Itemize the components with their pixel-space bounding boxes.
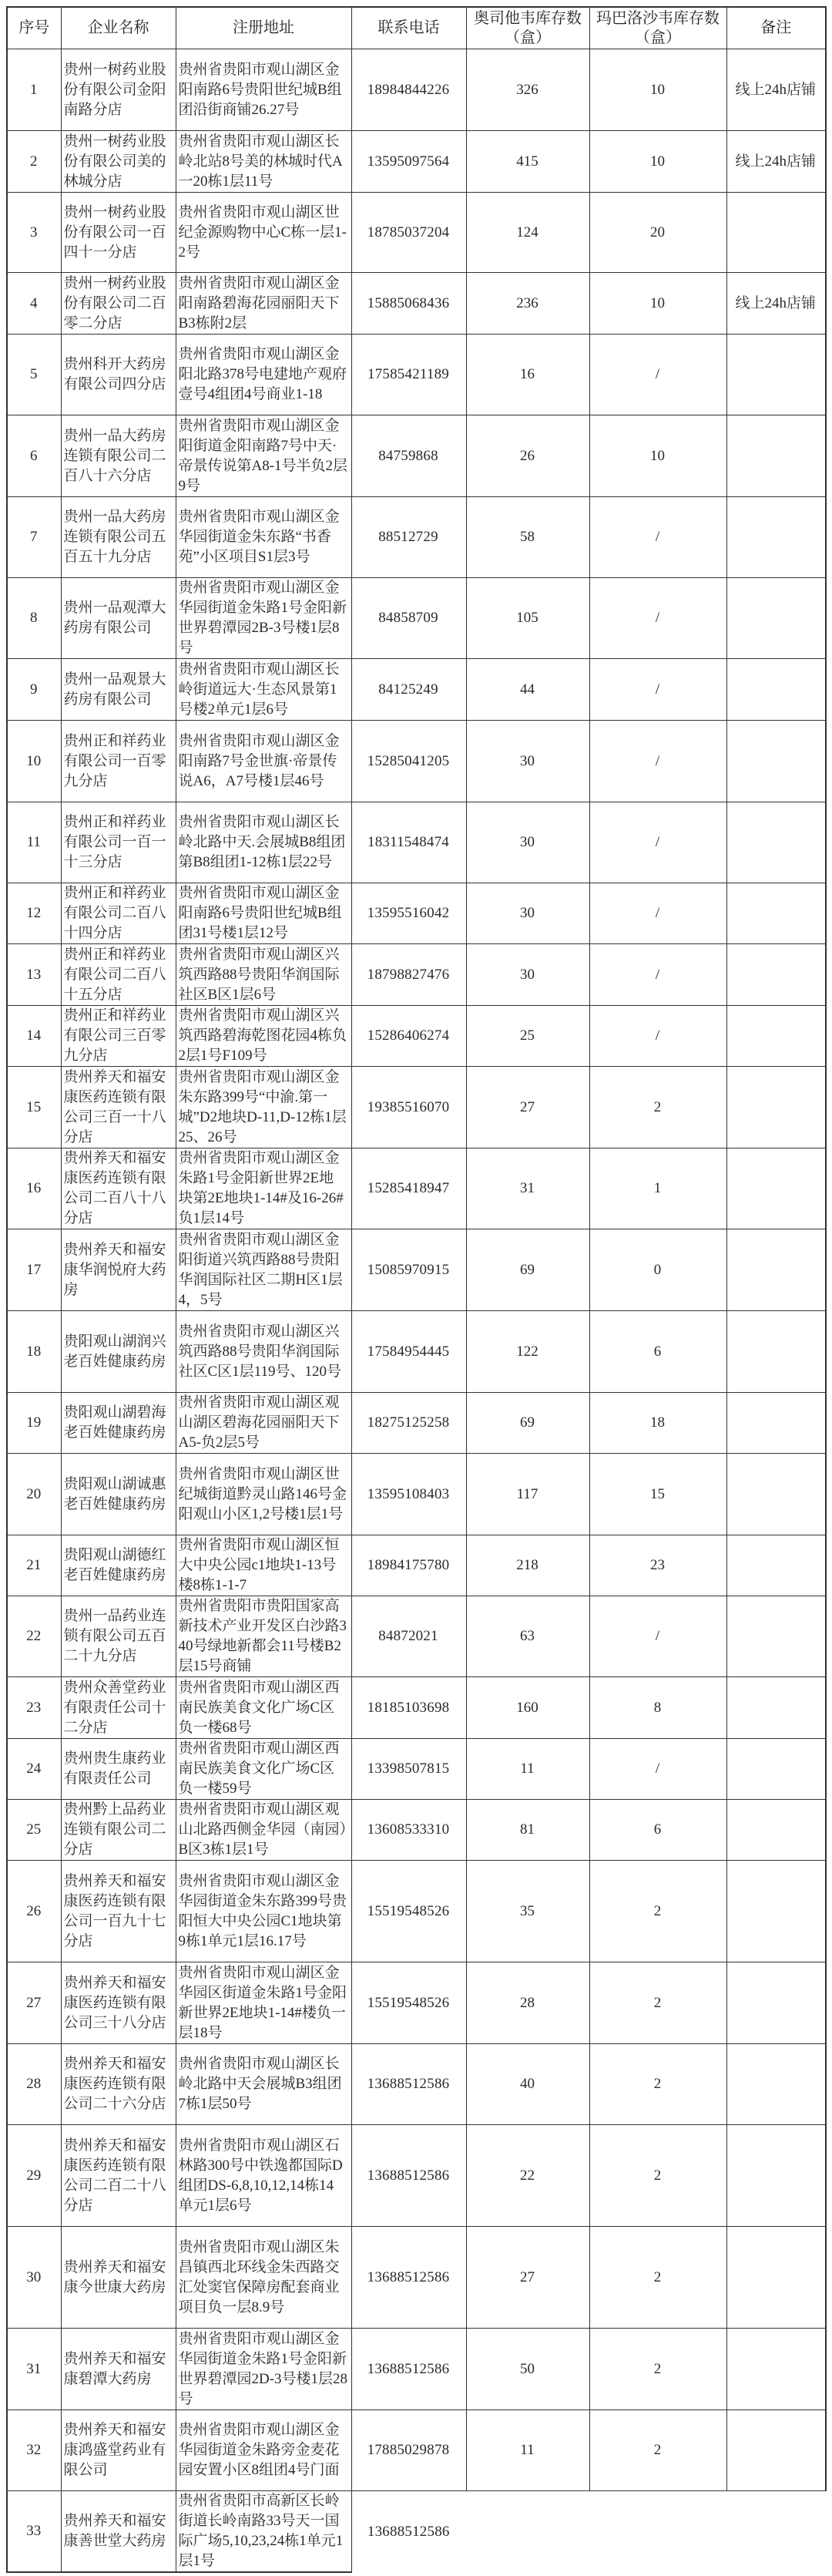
pharmacy-inventory-table (6, 6, 827, 2573)
cell-oseltamivir-stock: 415 (466, 131, 589, 193)
cell-remark (726, 659, 826, 721)
cell-oseltamivir-stock: 69 (466, 1393, 589, 1454)
cell-oseltamivir-stock: 160 (466, 1677, 589, 1739)
cell-phone: 13595097564 (351, 131, 466, 193)
cell-address: 贵州省贵阳市观山湖区兴筑西路88号贵阳华润国际社区C区1层119号、120号 (176, 1311, 351, 1393)
cell-phone: 88512729 (351, 497, 466, 578)
cell-oseltamivir-stock: 105 (466, 578, 589, 659)
cell-company-name: 贵州养天和福安康华润悦府大药房 (61, 1229, 176, 1311)
cell-baloxavir-stock: / (589, 721, 726, 802)
cell-company-name: 贵州养天和福安康医药连锁有限公司二百八十八分店 (61, 1148, 176, 1229)
cell-address: 贵州省贵阳市观山湖区石林路300号中铁逸都国际D组团DS-6,8,10,12,14栋14单元1层6号 (176, 2125, 351, 2227)
cell-baloxavir-stock: / (589, 659, 726, 721)
cell-index: 24 (7, 1739, 61, 1800)
table-row (7, 1454, 826, 1535)
table-row (7, 1800, 826, 1861)
cell-baloxavir-stock: 2 (589, 1067, 726, 1148)
cell-company-name: 贵阳观山湖碧海老百姓健康药房 (61, 1393, 176, 1454)
cell-baloxavir-stock: 2 (589, 1962, 726, 2044)
cell-remark (726, 802, 826, 883)
cell-baloxavir-stock: 2 (589, 2125, 726, 2227)
cell-address: 贵州省贵阳市观山湖区世纪金源购物中心C栋一层1-2号 (176, 193, 351, 273)
cell-company-name: 贵州正和祥药业有限公司一百零九分店 (61, 721, 176, 802)
cell-phone: 13595108403 (351, 1454, 466, 1535)
table-row (7, 49, 826, 131)
cell-address: 贵州省贵阳市观山湖区世纪城街道黔灵山路146号金阳观山小区1,2号楼1层1号 (176, 1454, 351, 1535)
cell-oseltamivir-stock (466, 2491, 589, 2573)
cell-baloxavir-stock: 23 (589, 1535, 726, 1596)
cell-remark (726, 721, 826, 802)
cell-remark (726, 1006, 826, 1067)
cell-oseltamivir-stock: 236 (466, 273, 589, 335)
table-row (7, 1148, 826, 1229)
cell-baloxavir-stock: / (589, 883, 726, 944)
cell-address: 贵州省贵阳市观山湖区金华园街道金朱路1号金阳新世界碧潭园2B-3号楼1层8号 (176, 578, 351, 659)
cell-remark: 线上24h店铺 (726, 49, 826, 131)
cell-phone: 18984844226 (351, 49, 466, 131)
cell-oseltamivir-stock: 11 (466, 1739, 589, 1800)
cell-index: 32 (7, 2410, 61, 2491)
cell-remark (726, 1311, 826, 1393)
cell-index: 2 (7, 131, 61, 193)
cell-index: 20 (7, 1454, 61, 1535)
table-row (7, 1677, 826, 1739)
cell-phone: 13398507815 (351, 1739, 466, 1800)
cell-oseltamivir-stock: 58 (466, 497, 589, 578)
cell-company-name: 贵州一树药业股份有限公司金阳南路分店 (61, 49, 176, 131)
cell-remark (726, 415, 826, 497)
cell-index: 33 (7, 2491, 61, 2573)
cell-oseltamivir-stock: 22 (466, 2125, 589, 2227)
cell-remark (726, 1535, 826, 1596)
cell-address: 贵州省贵阳市观山湖区金华园街道金朱东路“书香苑”小区项目S1层3号 (176, 497, 351, 578)
header-phone: 联系电话 (351, 7, 466, 49)
cell-phone: 13688512586 (351, 2329, 466, 2410)
cell-baloxavir-stock: 6 (589, 1311, 726, 1393)
cell-company-name: 贵州养天和福安康善世堂大药房 (61, 2491, 176, 2573)
table-row (7, 659, 826, 721)
cell-remark (726, 883, 826, 944)
header-address: 注册地址 (176, 7, 351, 49)
cell-oseltamivir-stock: 63 (466, 1596, 589, 1677)
cell-phone: 19385516070 (351, 1067, 466, 1148)
cell-oseltamivir-stock: 326 (466, 49, 589, 131)
table-row (7, 1067, 826, 1148)
cell-phone: 13688512586 (351, 2044, 466, 2125)
cell-index: 30 (7, 2227, 61, 2329)
table-row (7, 944, 826, 1006)
cell-index: 13 (7, 944, 61, 1006)
cell-remark (726, 1454, 826, 1535)
cell-index: 28 (7, 2044, 61, 2125)
table-row (7, 193, 826, 273)
cell-oseltamivir-stock: 30 (466, 721, 589, 802)
cell-phone: 17584954445 (351, 1311, 466, 1393)
cell-remark (726, 2044, 826, 2125)
cell-remark (726, 944, 826, 1006)
cell-index: 3 (7, 193, 61, 273)
table-row (7, 802, 826, 883)
cell-phone: 18185103698 (351, 1677, 466, 1739)
cell-baloxavir-stock (589, 2491, 726, 2573)
cell-index: 15 (7, 1067, 61, 1148)
cell-company-name: 贵州养天和福安康医药连锁有限公司三百一十八分店 (61, 1067, 176, 1148)
cell-remark (726, 1596, 826, 1677)
cell-company-name: 贵州养天和福安康医药连锁有限公司二百二十八分店 (61, 2125, 176, 2227)
header-index: 序号 (7, 7, 61, 49)
cell-oseltamivir-stock: 124 (466, 193, 589, 273)
cell-company-name: 贵阳观山湖德红老百姓健康药房 (61, 1535, 176, 1596)
table-header (7, 7, 826, 49)
cell-remark (726, 1677, 826, 1739)
cell-company-name: 贵州养天和福安康碧潭大药房 (61, 2329, 176, 2410)
cell-remark (726, 335, 826, 415)
cell-index: 29 (7, 2125, 61, 2227)
cell-address: 贵州省贵阳市观山湖区金阳街道金阳南路7号中天·帝景传说第A8-1号半负2层9号 (176, 415, 351, 497)
table-row (7, 883, 826, 944)
cell-phone: 18275125258 (351, 1393, 466, 1454)
cell-address: 贵州省贵阳市观山湖区长岭北站8号美的林城时代A一20栋1层11号 (176, 131, 351, 193)
cell-remark: 线上24h店铺 (726, 273, 826, 335)
cell-index: 10 (7, 721, 61, 802)
cell-company-name: 贵州一品大药房连锁有限公司五百五十九分店 (61, 497, 176, 578)
cell-company-name: 贵州正和祥药业有限公司二百八十五分店 (61, 944, 176, 1006)
table-row (7, 721, 826, 802)
table-row (7, 1006, 826, 1067)
cell-oseltamivir-stock: 44 (466, 659, 589, 721)
cell-index: 14 (7, 1006, 61, 1067)
header-row (7, 7, 826, 49)
cell-index: 7 (7, 497, 61, 578)
cell-remark (726, 578, 826, 659)
cell-phone: 84125249 (351, 659, 466, 721)
cell-index: 27 (7, 1962, 61, 2044)
cell-oseltamivir-stock: 122 (466, 1311, 589, 1393)
cell-baloxavir-stock: 1 (589, 1148, 726, 1229)
cell-baloxavir-stock: 8 (589, 1677, 726, 1739)
cell-oseltamivir-stock: 30 (466, 802, 589, 883)
cell-address: 贵州省贵阳市观山湖区金华园街道金朱路旁金麦花园安置小区8组团4号门面 (176, 2410, 351, 2491)
cell-phone: 18311548474 (351, 802, 466, 883)
cell-baloxavir-stock: / (589, 578, 726, 659)
table-row (7, 131, 826, 193)
cell-address: 贵州省贵阳市观山湖区长岭北路中天会展城B3组团7栋1层50号 (176, 2044, 351, 2125)
cell-company-name: 贵阳观山湖润兴老百姓健康药房 (61, 1311, 176, 1393)
cell-company-name: 贵州养天和福安康鸿盛堂药业有限公司 (61, 2410, 176, 2491)
cell-baloxavir-stock: 20 (589, 193, 726, 273)
cell-company-name: 贵州一品大药房连锁有限公司二百八十六分店 (61, 415, 176, 497)
table-row (7, 1393, 826, 1454)
cell-phone: 84858709 (351, 578, 466, 659)
cell-company-name: 贵州养天和福安康今世康大药房 (61, 2227, 176, 2329)
cell-company-name: 贵州一树药业股份有限公司二百零二分店 (61, 273, 176, 335)
cell-phone: 15885068436 (351, 273, 466, 335)
cell-phone: 18798827476 (351, 944, 466, 1006)
table-row (7, 1535, 826, 1596)
cell-address: 贵州省贵阳市观山湖区长岭街道远大·生态风景第1号楼2单元1层6号 (176, 659, 351, 721)
cell-phone: 84759868 (351, 415, 466, 497)
cell-index: 26 (7, 1861, 61, 1962)
table-row (7, 2329, 826, 2410)
cell-address: 贵州省贵阳市观山湖区朱昌镇西北环线金朱西路交汇处窦官保障房配套商业项目负一层8.9号 (176, 2227, 351, 2329)
cell-remark (726, 1800, 826, 1861)
cell-baloxavir-stock: / (589, 802, 726, 883)
cell-oseltamivir-stock: 16 (466, 335, 589, 415)
cell-baloxavir-stock: 10 (589, 131, 726, 193)
cell-address: 贵州省贵阳市观山湖区兴筑西路88号贵阳华润国际社区B区1层6号 (176, 944, 351, 1006)
cell-oseltamivir-stock: 26 (466, 415, 589, 497)
cell-baloxavir-stock: 2 (589, 2227, 726, 2329)
cell-phone: 84872021 (351, 1596, 466, 1677)
cell-phone: 17885029878 (351, 2410, 466, 2491)
cell-baloxavir-stock: 10 (589, 415, 726, 497)
cell-index: 17 (7, 1229, 61, 1311)
cell-address: 贵州省贵阳市观山湖区金阳北路378号电建地产观府壹号4组团4号商业1-18 (176, 335, 351, 415)
header-baloxavir-stock: 玛巴洛沙韦库存数（盒） (589, 7, 726, 49)
cell-baloxavir-stock: 2 (589, 2044, 726, 2125)
cell-company-name: 贵州科开大药房有限公司四分店 (61, 335, 176, 415)
cell-address: 贵州省贵阳市观山湖区金朱东路399号“中渝.第一城”D2地块D-11,D-12栋1层25、26号 (176, 1067, 351, 1148)
cell-remark (726, 2125, 826, 2227)
cell-company-name: 贵州一品观景大药房有限公司 (61, 659, 176, 721)
cell-company-name: 贵州一品药业连锁有限公司五百二十九分店 (61, 1596, 176, 1677)
cell-remark (726, 2227, 826, 2329)
cell-phone: 13688512586 (351, 2125, 466, 2227)
cell-remark (726, 497, 826, 578)
cell-company-name: 贵州正和祥药业有限公司三百零九分店 (61, 1006, 176, 1067)
cell-company-name: 贵州养天和福安康医药连锁有限公司二十六分店 (61, 2044, 176, 2125)
cell-phone: 17585421189 (351, 335, 466, 415)
cell-index: 21 (7, 1535, 61, 1596)
cell-phone: 15085970915 (351, 1229, 466, 1311)
cell-company-name: 贵州养天和福安康医药连锁有限公司三十八分店 (61, 1962, 176, 2044)
cell-oseltamivir-stock: 31 (466, 1148, 589, 1229)
cell-phone: 15286406274 (351, 1006, 466, 1067)
cell-address: 贵州省贵阳市观山湖区金阳街道兴筑西路88号贵阳华润国际社区二期H区1层4，5号 (176, 1229, 351, 1311)
cell-index: 1 (7, 49, 61, 131)
cell-index: 22 (7, 1596, 61, 1677)
cell-address: 贵州省贵阳市观山湖区金阳南路6号贵阳世纪城B组团沿街商铺26.27号 (176, 49, 351, 131)
cell-oseltamivir-stock: 35 (466, 1861, 589, 1962)
cell-address: 贵州省贵阳市观山湖区金阳南路碧海花园丽阳天下B3栋附2层 (176, 273, 351, 335)
cell-index: 8 (7, 578, 61, 659)
cell-remark (726, 1229, 826, 1311)
cell-baloxavir-stock: / (589, 1596, 726, 1677)
cell-company-name: 贵州黔上品药业连锁有限公司二分店 (61, 1800, 176, 1861)
cell-baloxavir-stock: 15 (589, 1454, 726, 1535)
table-row (7, 578, 826, 659)
cell-address: 贵州省贵阳市观山湖区金华园区街道金朱路1号金阳新世界2E地块1-14#楼负一层18号 (176, 1962, 351, 2044)
cell-baloxavir-stock: / (589, 1006, 726, 1067)
cell-address: 贵州省贵阳市观山湖区金华园街道金朱路1号金阳新世界碧潭园2D-3号楼1层28号 (176, 2329, 351, 2410)
cell-remark (726, 2491, 826, 2573)
cell-oseltamivir-stock: 30 (466, 944, 589, 1006)
cell-company-name: 贵州正和祥药业有限公司一百一十三分店 (61, 802, 176, 883)
cell-remark (726, 1067, 826, 1148)
cell-address: 贵州省贵阳市高新区长岭街道长岭南路33号天一国际广场5,10,23,24栋1单元1层1号 (176, 2491, 351, 2573)
cell-company-name: 贵州一品观潭大药房有限公司 (61, 578, 176, 659)
cell-address: 贵州省贵阳市观山湖区金朱路1号金阳新世界2E地块第2E地块1-14#及16-26#负1层14号 (176, 1148, 351, 1229)
cell-baloxavir-stock: 2 (589, 1861, 726, 1962)
cell-oseltamivir-stock: 30 (466, 883, 589, 944)
cell-phone: 13688512586 (351, 2227, 466, 2329)
cell-index: 6 (7, 415, 61, 497)
cell-index: 12 (7, 883, 61, 944)
cell-phone: 15519548526 (351, 1861, 466, 1962)
cell-oseltamivir-stock: 218 (466, 1535, 589, 1596)
cell-oseltamivir-stock: 28 (466, 1962, 589, 2044)
table-row (7, 1861, 826, 1962)
cell-baloxavir-stock: 10 (589, 273, 726, 335)
cell-baloxavir-stock: 18 (589, 1393, 726, 1454)
cell-address: 贵州省贵阳市观山湖区金阳南路6号贵阳世纪城B组团31号楼1层12号 (176, 883, 351, 944)
cell-baloxavir-stock: / (589, 1739, 726, 1800)
cell-baloxavir-stock: / (589, 944, 726, 1006)
cell-remark (726, 1148, 826, 1229)
cell-company-name: 贵州贵生康药业有限责任公司 (61, 1739, 176, 1800)
cell-remark: 线上24h店铺 (726, 131, 826, 193)
cell-index: 18 (7, 1311, 61, 1393)
cell-baloxavir-stock: / (589, 335, 726, 415)
cell-baloxavir-stock: / (589, 497, 726, 578)
cell-company-name: 贵州众善堂药业有限责任公司十二分店 (61, 1677, 176, 1739)
cell-oseltamivir-stock: 11 (466, 2410, 589, 2491)
cell-oseltamivir-stock: 40 (466, 2044, 589, 2125)
cell-oseltamivir-stock: 81 (466, 1800, 589, 1861)
cell-phone: 13688512586 (351, 2491, 466, 2573)
cell-remark (726, 2329, 826, 2410)
table-row (7, 335, 826, 415)
cell-baloxavir-stock: 0 (589, 1229, 726, 1311)
cell-address: 贵州省贵阳市观山湖区兴筑西路碧海乾图花园4栋负2层1号F109号 (176, 1006, 351, 1067)
table-row (7, 273, 826, 335)
cell-index: 9 (7, 659, 61, 721)
cell-baloxavir-stock: 10 (589, 49, 726, 131)
header-oseltamivir-stock: 奥司他韦库存数（盒） (466, 7, 589, 49)
cell-remark (726, 193, 826, 273)
cell-address: 贵州省贵阳市观山湖区金阳南路7号金世旗·帝景传说A6，A7号楼1层46号 (176, 721, 351, 802)
table-row (7, 2044, 826, 2125)
cell-remark (726, 1393, 826, 1454)
cell-remark (726, 1861, 826, 1962)
cell-index: 5 (7, 335, 61, 415)
table-row (7, 1739, 826, 1800)
cell-address: 贵州省贵阳市观山湖区观山湖区碧海花园丽阳天下A5-负2层5号 (176, 1393, 351, 1454)
cell-phone: 15285041205 (351, 721, 466, 802)
cell-address: 贵州省贵阳市观山湖区西南民族美食文化广场C区负一楼59号 (176, 1739, 351, 1800)
cell-address: 贵州省贵阳市贵阳国家高新技术产业开发区白沙路340号绿地新都会11号楼B2层15号商铺 (176, 1596, 351, 1677)
cell-index: 11 (7, 802, 61, 883)
cell-oseltamivir-stock: 27 (466, 1067, 589, 1148)
table-row (7, 1596, 826, 1677)
table-row (7, 1962, 826, 2044)
table-body (7, 49, 826, 2573)
cell-address: 贵州省贵阳市观山湖区长岭北路中天.会展城B8组团第B8组团1-12栋1层22号 (176, 802, 351, 883)
cell-oseltamivir-stock: 117 (466, 1454, 589, 1535)
cell-address: 贵州省贵阳市观山湖区西南民族美食文化广场C区负一楼68号 (176, 1677, 351, 1739)
cell-remark (726, 2410, 826, 2491)
cell-company-name: 贵州养天和福安康医药连锁有限公司一百九十七分店 (61, 1861, 176, 1962)
cell-index: 31 (7, 2329, 61, 2410)
table-row (7, 2227, 826, 2329)
pharmacy-inventory-sheet (6, 6, 825, 2573)
cell-oseltamivir-stock: 27 (466, 2227, 589, 2329)
table-row (7, 497, 826, 578)
cell-address: 贵州省贵阳市观山湖区恒大中央公园c1地块1-13号楼8栋1-1-7 (176, 1535, 351, 1596)
header-remark: 备注 (726, 7, 826, 49)
cell-remark (726, 1962, 826, 2044)
cell-phone: 13595516042 (351, 883, 466, 944)
cell-phone: 15285418947 (351, 1148, 466, 1229)
cell-index: 4 (7, 273, 61, 335)
cell-address: 贵州省贵阳市观山湖区观山北路西侧金华园（南园）B区3栋1层1号 (176, 1800, 351, 1861)
cell-baloxavir-stock: 2 (589, 2329, 726, 2410)
table-row (7, 1311, 826, 1393)
cell-company-name: 贵阳观山湖诚惠老百姓健康药房 (61, 1454, 176, 1535)
cell-company-name: 贵州正和祥药业有限公司二百八十四分店 (61, 883, 176, 944)
cell-index: 23 (7, 1677, 61, 1739)
cell-oseltamivir-stock: 25 (466, 1006, 589, 1067)
table-row (7, 2125, 826, 2227)
cell-index: 16 (7, 1148, 61, 1229)
cell-company-name: 贵州一树药业股份有限公司一百四十一分店 (61, 193, 176, 273)
table-row (7, 1229, 826, 1311)
table-row (7, 2491, 826, 2573)
cell-index: 19 (7, 1393, 61, 1454)
table-row (7, 415, 826, 497)
header-company-name: 企业名称 (61, 7, 176, 49)
cell-phone: 18785037204 (351, 193, 466, 273)
cell-phone: 18984175780 (351, 1535, 466, 1596)
cell-baloxavir-stock: 2 (589, 2410, 726, 2491)
cell-index: 25 (7, 1800, 61, 1861)
cell-company-name: 贵州一树药业股份有限公司美的林城分店 (61, 131, 176, 193)
cell-oseltamivir-stock: 69 (466, 1229, 589, 1311)
cell-phone: 15519548526 (351, 1962, 466, 2044)
cell-oseltamivir-stock: 50 (466, 2329, 589, 2410)
cell-remark (726, 1739, 826, 1800)
cell-phone: 13608533310 (351, 1800, 466, 1861)
cell-address: 贵州省贵阳市观山湖区金华园街道金朱东路399号贵阳恒大中央公园C1地块第9栋1单元1层16.17号 (176, 1861, 351, 1962)
table-row (7, 2410, 826, 2491)
cell-baloxavir-stock: 6 (589, 1800, 726, 1861)
